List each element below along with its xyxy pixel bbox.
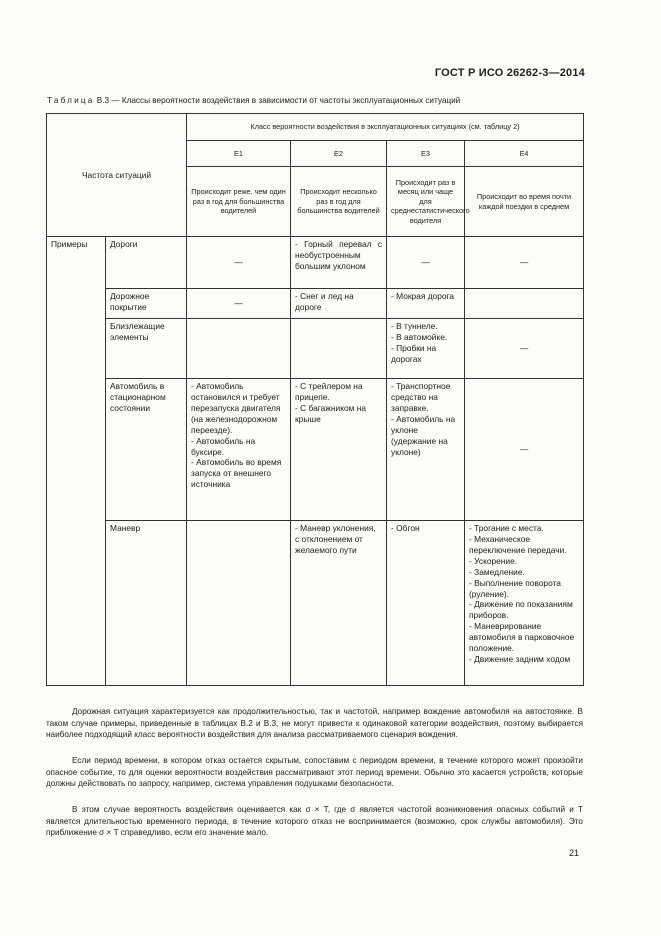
body-paragraph-3	[46, 804, 583, 839]
cell-e4: —	[465, 237, 584, 289]
examples-label: Примеры	[47, 237, 106, 686]
class-code-e1: E1	[187, 141, 291, 167]
cell-e3: - Транспортное средство на заправке. - Автомобиль на уклоне (удержание на уклоне)	[387, 379, 465, 521]
body-paragraph-2	[46, 755, 583, 790]
cell-e4: —	[465, 319, 584, 379]
class-code-e4: E4	[465, 141, 584, 167]
class-desc-e2: Происходит несколько раз в год для большинства водителей	[291, 167, 387, 237]
cell-e3: - Мокрая дорога	[387, 289, 465, 319]
paragraph-text: В этом случае вероятность воздействия оценивается как σ × T, где σ является частотой возникновения опасных событий и T является длительностью временного периода, в течение которого отказ не воспринимается (возможно, срок службы автомобиля). Это приближение σ × T справедливо, если его значение мало.	[46, 805, 583, 838]
cell-e1	[187, 319, 291, 379]
cell-e3: —	[387, 237, 465, 289]
caption-prefix: Таблица	[47, 96, 95, 105]
row-category: Дорожное покрытие	[106, 289, 187, 319]
cell-e2: - Маневр уклонения, с отклонением от желаемого пути	[291, 521, 387, 686]
cell-e1: - Автомобиль остановился и требует перезапуска двигателя (на железнодорожном переезде). - Автомобиль на буксире. - Автомобиль во время запуска от внешнего источника	[187, 379, 291, 521]
row-category: Маневр	[106, 521, 187, 686]
cell-e3: - Обгон	[387, 521, 465, 686]
class-top-header: Класс вероятности воздействия в эксплуатационных ситуациях (см. таблицу 2)	[187, 114, 584, 141]
row-category: Автомобиль в стационарном состоянии	[106, 379, 187, 521]
body-paragraph-1	[46, 706, 583, 741]
cell-e1	[187, 521, 291, 686]
cell-e1: —	[187, 289, 291, 319]
frequency-header: Частота ситуаций	[47, 114, 187, 237]
exposure-classes-table	[46, 113, 584, 686]
paragraph-text: Если период времени, в котором отказ остается скрытым, сопоставим с периодом времени, в течение которого может произойти опасное событие, то для оценки вероятности воздействия рассматривают этот период времени. Обычно это касается устройств, которые должны действовать по запросу, например, система управления подушками безопасности.	[46, 756, 583, 789]
class-desc-e3: Происходит раз в месяц или чаще для среднестатистического водителя	[387, 167, 465, 237]
cell-e1: —	[187, 237, 291, 289]
class-code-e2: E2	[291, 141, 387, 167]
cell-e4: —	[465, 379, 584, 521]
class-desc-e4: Происходит во время почти каждой поездки в среднем	[465, 167, 584, 237]
table-caption	[47, 96, 567, 105]
document-id: ГОСТ Р ИСО 26262-3—2014	[434, 67, 585, 79]
cell-e4: - Трогание с места. - Механическое переключение передачи. - Ускорение. - Замедление. - Выполнение поворота (руление). - Движение по показаниям приборов. - Маневрирование автомобиля в парковочное положение. - Движение задним ходом	[465, 521, 584, 686]
class-desc-e1: Происходит реже, чем один раз в год для большинства водителей	[187, 167, 291, 237]
cell-e2: - Горный перевал с необустроенным большим уклоном	[291, 237, 387, 289]
row-category: Близлежащие элементы	[106, 319, 187, 379]
caption-text: В.3 — Классы вероятности воздействия в зависимости от частоты эксплуатационных ситуаций	[96, 96, 461, 105]
cell-e3: - В туннеле. - В автомойке. - Пробки на дорогах	[387, 319, 465, 379]
cell-e2: - С трейлером на прицепе. - С багажником на крыше	[291, 379, 387, 521]
row-category: Дороги	[106, 237, 187, 289]
page-number: 21	[568, 848, 579, 858]
cell-e4	[465, 289, 584, 319]
class-code-e3: E3	[387, 141, 465, 167]
cell-e2: - Снег и лед на дороге	[291, 289, 387, 319]
cell-e2	[291, 319, 387, 379]
paragraph-text: Дорожная ситуация характеризуется как продолжительностью, так и частотой, например вождение автомобиля на автостоянке. В таком случае примеры, приведенные в таблицах В.2 и В.3, не могут привести к одинаковой категории воздействия, поэтому выбирается наиболее подходящий класс вероятности воздействия для анализа рассматриваемого сценария вождения.	[46, 707, 583, 740]
